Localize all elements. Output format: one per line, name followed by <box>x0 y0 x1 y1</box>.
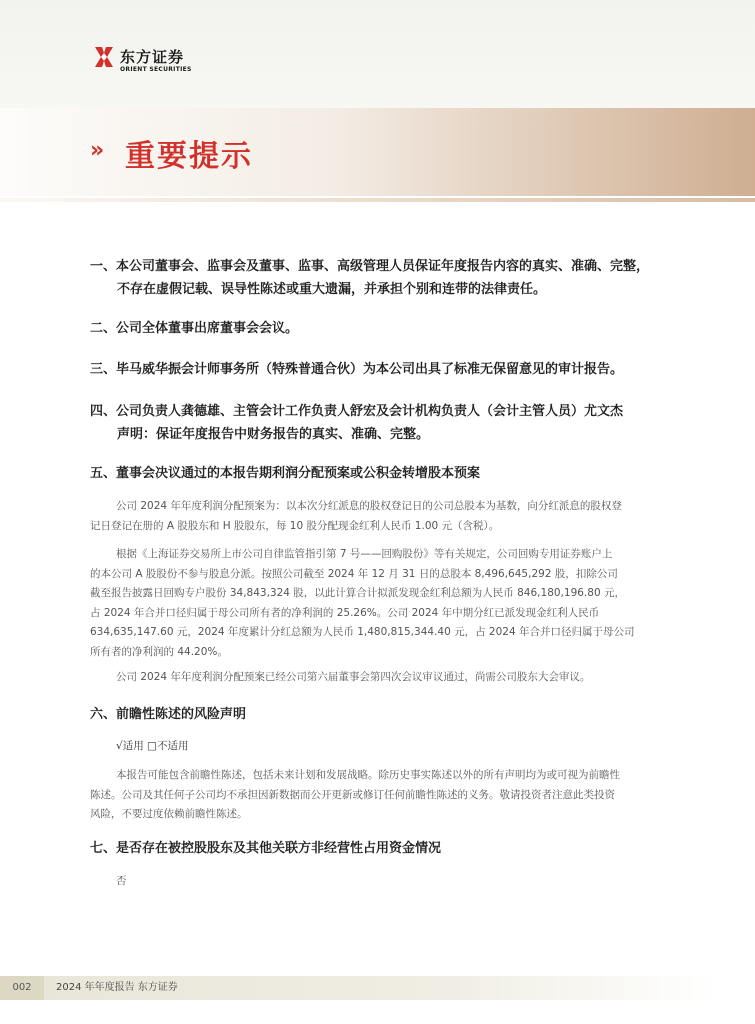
notice-item-1 <box>90 255 675 301</box>
paragraph-line: 公司 2024 年年度利润分配预案为：以本次分红派息的股权登记日的公司总股本为基数，向分红派息的股权登 <box>116 500 622 512</box>
logo-mark-icon <box>92 44 116 70</box>
notice-item-6-heading: 六、前瞻性陈述的风险声明 <box>90 707 247 722</box>
paragraph-line: 陈述。公司及其任何子公司均不承担因新数据而公开更新或修订任何前瞻性陈述的义务。敬请投资者注意此类投资 <box>90 788 615 801</box>
paragraph-line: 截至报告披露日回购专户股份 34,843,324 股，以此计算合计拟派发现金红利总额为人民币 846,180,196.80 元， <box>90 587 625 600</box>
notice-item-1-line-2: 不存在虚假记载、误导性陈述或重大遗漏，并承担个别和连带的法律责任。 <box>117 282 547 297</box>
section-title: 重要提示 <box>125 139 253 174</box>
logo-text-cn: 东方证券 <box>120 48 185 66</box>
logo-text-en: ORIENT SECURITIES <box>120 66 192 73</box>
approval-paragraph: 公司 2024 年年度利润分配预案已经公司第六届董事会第四次会议审议通过，尚需公司股东大会审议。 <box>116 671 591 683</box>
notice-item-7-heading: 七、是否存在被控股股东及其他关联方非经营性占用资金情况 <box>90 841 442 856</box>
forward-looking-paragraph <box>90 766 675 825</box>
paragraph-line: 占 2024 年合并口径归属于母公司所有者的净利润的 25.26%。公司 2024 年中期分红已派发现金红利人民币 <box>90 606 600 619</box>
notice-item-2: 二、公司全体董事出席董事会会议。 <box>90 321 299 336</box>
section-marker-icon: » <box>90 138 105 163</box>
notice-item-4-line-2: 声明：保证年度报告中财务报告的真实、准确、完整。 <box>117 427 430 442</box>
page-footer <box>0 976 755 1000</box>
notice-item-4-line-1: 四、公司负责人龚德雄、主管会计工作负责人舒宏及会计机构负责人（会计主管人员）尤文杰 <box>90 404 624 419</box>
paragraph-line: 所有者的净利润的 44.20%。 <box>90 645 228 658</box>
buyback-paragraph <box>90 545 675 663</box>
profit-distribution-paragraph <box>90 497 675 536</box>
notice-item-3: 三、毕马威华振会计师事务所（特殊普通合伙）为本公司出具了标准无保留意见的审计报告。 <box>90 362 624 377</box>
page-number: 002 <box>0 976 44 1000</box>
footer-text: 2024 年年度报告 东方证券 <box>56 982 178 993</box>
paragraph-line: 记日登记在册的 A 股股东和 H 股股东，每 10 股分配现金红利人民币 1.00 元（含税）。 <box>90 519 500 532</box>
answer-text: 否 <box>116 875 127 887</box>
paragraph-line: 根据《上海证券交易所上市公司自律监管指引第 7 号——回购股份》等有关规定，公司回购专用证券账户上 <box>116 548 613 560</box>
notice-item-5-heading: 五、董事会决议通过的本报告期利润分配预案或公积金转增股本预案 <box>90 466 481 481</box>
paragraph-line: 634,635,147.60 元，2024 年度累计分红总额为人民币 1,480,815,344.40 元，占 2024 年合并口径归属于母公司 <box>90 626 635 639</box>
applicability-checkbox: √适用 □不适用 <box>116 740 189 752</box>
company-logo <box>92 44 222 78</box>
banner-divider <box>0 198 755 202</box>
section-banner <box>0 108 755 196</box>
paragraph-line: 风险，不要过度依赖前瞻性陈述。 <box>90 808 248 821</box>
paragraph-line: 本报告可能包含前瞻性陈述，包括未来计划和发展战略。除历史事实陈述以外的所有声明均为或可视为前瞻性 <box>116 769 620 781</box>
notice-item-4 <box>90 400 675 446</box>
notice-item-1-line-1: 一、本公司董事会、监事会及董事、监事、高级管理人员保证年度报告内容的真实、准确、完整， <box>90 259 650 274</box>
paragraph-line: 的本公司 A 股股份不参与股息分派。按照公司截至 2024 年 12 月 31 日的总股本 8,496,645,292 股，扣除公司 <box>90 567 618 580</box>
